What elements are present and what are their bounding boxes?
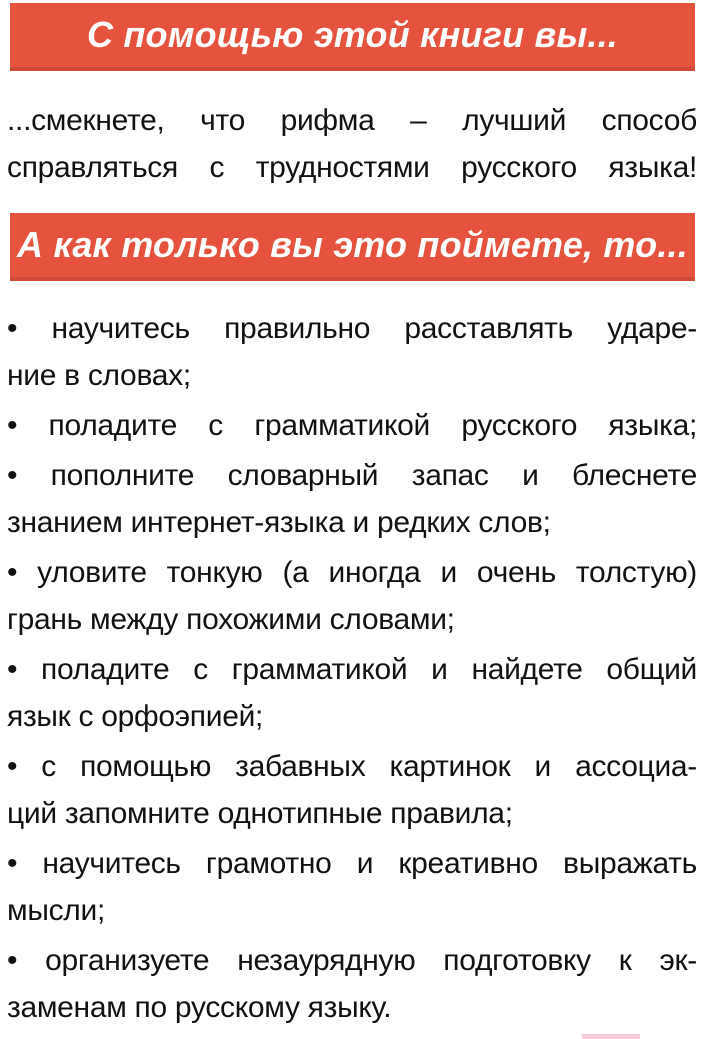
list-item bbox=[7, 452, 697, 546]
banner-heading-2 bbox=[10, 213, 695, 281]
text-line: • уловите тонкую (а иногда и очень толстую) bbox=[7, 556, 697, 589]
banner-heading-1 bbox=[10, 3, 695, 71]
text-line: • научитесь правильно расставлять ударе- bbox=[7, 312, 697, 345]
text-line: ций запомните однотипные правила; bbox=[7, 797, 513, 830]
list-item bbox=[7, 743, 697, 837]
text-line: • поладите с грамматикой и найдете общий bbox=[7, 653, 697, 686]
text-line: • научитесь грамотно и креативно выражать bbox=[7, 847, 697, 880]
banner-heading-1-text: С помощью этой книги вы... bbox=[86, 14, 619, 55]
text-line: справляться с трудностями русского языка! bbox=[7, 151, 697, 184]
banner-heading-2-text: А как только вы это поймете, то... bbox=[17, 224, 688, 265]
text-line: • поладите с грамматикой русского языка; bbox=[7, 409, 697, 442]
text-line: ние в словах; bbox=[7, 359, 191, 392]
list-item bbox=[7, 402, 697, 449]
text-line: грань между похожими словами; bbox=[7, 603, 455, 636]
list-item bbox=[7, 646, 697, 740]
text-line: заменам по русскому языку. bbox=[7, 991, 392, 1024]
text-line: язык с орфоэпией; bbox=[7, 700, 264, 733]
text-line: • с помощью забавных картинок и ассоциа- bbox=[7, 750, 697, 783]
page-scan-artifact bbox=[582, 1034, 640, 1039]
list-item bbox=[7, 549, 697, 643]
text-line: мысли; bbox=[7, 894, 105, 927]
benefits-list bbox=[7, 305, 697, 1031]
list-item bbox=[7, 937, 697, 1031]
text-line: • организуете незаурядную подготовку к эк- bbox=[7, 944, 697, 977]
text-line: • пополните словарный запас и блеснете bbox=[7, 459, 697, 492]
intro-paragraph bbox=[7, 97, 697, 191]
list-item bbox=[7, 305, 697, 399]
list-item bbox=[7, 840, 697, 934]
text-line: ...смекнете, что рифма – лучший способ bbox=[7, 104, 697, 137]
text-line: знанием интернет-языка и редких слов; bbox=[7, 506, 551, 539]
